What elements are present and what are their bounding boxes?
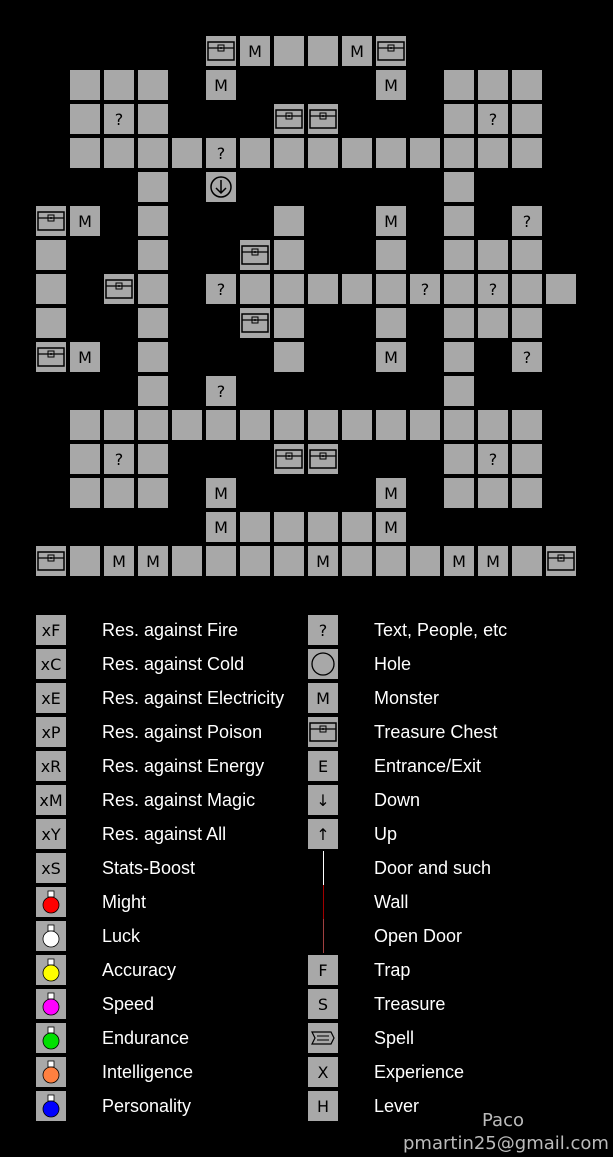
legend-label: Up xyxy=(374,824,398,844)
monster-cell: M xyxy=(375,477,407,509)
treasure-chest-cell xyxy=(205,35,237,67)
legend-label: Wall xyxy=(374,892,409,912)
floor-cell xyxy=(375,307,407,339)
floor-cell xyxy=(511,239,543,271)
floor-cell xyxy=(443,171,475,203)
info-cell: ? xyxy=(205,137,237,169)
floor-cell xyxy=(443,375,475,407)
floor-cell xyxy=(205,409,237,441)
symbol-icon: xS xyxy=(35,852,67,884)
monster-cell: M xyxy=(375,341,407,373)
symbol-icon: xM xyxy=(35,784,67,816)
treasure-chest-cell xyxy=(545,545,577,577)
floor-cell xyxy=(69,69,101,101)
legend-label: Res. against Cold xyxy=(102,654,245,674)
legend-label: Lever xyxy=(374,1096,420,1116)
legend-label: Entrance/Exit xyxy=(374,756,482,776)
symbol-icon: X xyxy=(307,1056,339,1088)
treasure-chest-cell xyxy=(239,307,271,339)
legend-label: Personality xyxy=(102,1096,192,1116)
symbol-icon: xE xyxy=(35,682,67,714)
monster-cell: M xyxy=(375,511,407,543)
floor-cell xyxy=(137,307,169,339)
floor-cell xyxy=(137,239,169,271)
floor-cell xyxy=(477,137,509,169)
info-cell: ? xyxy=(103,443,135,475)
symbol-icon: xY xyxy=(35,818,67,850)
legend-label: Experience xyxy=(374,1062,465,1082)
treasure-chest-cell xyxy=(35,205,67,237)
floor-cell xyxy=(171,409,203,441)
floor-cell xyxy=(137,205,169,237)
monster-cell: M xyxy=(477,545,509,577)
info-cell: ? xyxy=(205,375,237,407)
floor-cell xyxy=(69,103,101,135)
symbol-icon: xP xyxy=(35,716,67,748)
floor-cell xyxy=(137,375,169,407)
floor-cell xyxy=(69,137,101,169)
legend-label: Luck xyxy=(102,926,141,946)
floor-cell xyxy=(443,443,475,475)
floor-cell xyxy=(443,273,475,305)
spell-scroll-icon xyxy=(307,1022,339,1054)
hole-icon xyxy=(307,648,339,680)
floor-cell xyxy=(443,103,475,135)
line-icon xyxy=(307,852,339,884)
floor-cell xyxy=(137,103,169,135)
floor-cell xyxy=(273,341,305,373)
floor-cell xyxy=(103,137,135,169)
floor-cell xyxy=(443,477,475,509)
legend-label: Endurance xyxy=(102,1028,190,1048)
floor-cell xyxy=(545,273,577,305)
floor-cell xyxy=(273,307,305,339)
floor-cell xyxy=(103,409,135,441)
floor-cell xyxy=(375,239,407,271)
floor-cell xyxy=(341,409,373,441)
floor-cell xyxy=(137,273,169,305)
monster-cell: M xyxy=(341,35,373,67)
down-stairs-cell xyxy=(205,171,237,203)
legend-label: Monster xyxy=(374,688,440,708)
potion-icon xyxy=(35,920,67,952)
legend-label: Down xyxy=(374,790,421,810)
floor-cell xyxy=(511,103,543,135)
legend-label: Trap xyxy=(374,960,411,980)
floor-cell xyxy=(477,239,509,271)
floor-cell xyxy=(341,511,373,543)
symbol-icon: xC xyxy=(35,648,67,680)
floor-cell xyxy=(205,545,237,577)
info-cell: ? xyxy=(477,443,509,475)
info-cell: ? xyxy=(511,341,543,373)
floor-cell xyxy=(341,273,373,305)
line-icon xyxy=(307,886,339,918)
floor-cell xyxy=(273,239,305,271)
floor-cell xyxy=(341,545,373,577)
floor-cell xyxy=(273,137,305,169)
floor-cell xyxy=(69,545,101,577)
legend-label: Res. against Energy xyxy=(102,756,265,776)
floor-cell xyxy=(273,205,305,237)
floor-cell xyxy=(239,409,271,441)
treasure-chest-cell xyxy=(273,443,305,475)
floor-cell xyxy=(273,409,305,441)
treasure-chest-cell xyxy=(273,103,305,135)
floor-cell xyxy=(477,307,509,339)
floor-cell xyxy=(35,273,67,305)
treasure-chest-cell xyxy=(375,35,407,67)
floor-cell xyxy=(375,409,407,441)
symbol-icon: S xyxy=(307,988,339,1020)
info-cell: ? xyxy=(477,103,509,135)
floor-cell xyxy=(511,443,543,475)
treasure-chest-icon xyxy=(307,716,339,748)
legend-label: Treasure xyxy=(374,994,446,1014)
floor-cell xyxy=(443,307,475,339)
floor-cell xyxy=(443,239,475,271)
legend-label: Stats-Boost xyxy=(102,858,196,878)
floor-cell xyxy=(103,477,135,509)
floor-cell xyxy=(511,69,543,101)
legend-label: Might xyxy=(102,892,147,912)
floor-cell xyxy=(35,239,67,271)
floor-cell xyxy=(137,409,169,441)
symbol-icon: xR xyxy=(35,750,67,782)
legend-label: Res. against Magic xyxy=(102,790,256,810)
author-email: pmartin25@gmail.com xyxy=(403,1133,609,1154)
floor-cell xyxy=(171,545,203,577)
floor-cell xyxy=(511,273,543,305)
floor-cell xyxy=(477,409,509,441)
potion-icon xyxy=(35,1022,67,1054)
legend-label: Treasure Chest xyxy=(374,722,498,742)
legend-label: Speed xyxy=(102,994,155,1014)
floor-cell xyxy=(409,545,441,577)
floor-cell xyxy=(511,545,543,577)
legend-label: Intelligence xyxy=(102,1062,194,1082)
floor-cell xyxy=(69,409,101,441)
potion-icon xyxy=(35,954,67,986)
monster-cell: M xyxy=(69,341,101,373)
potion-icon xyxy=(35,1090,67,1122)
legend-label: Text, People, etc xyxy=(374,620,508,640)
treasure-chest-cell xyxy=(35,545,67,577)
floor-cell xyxy=(239,545,271,577)
floor-cell xyxy=(511,307,543,339)
symbol-icon: H xyxy=(307,1090,339,1122)
legend-label: Spell xyxy=(374,1028,415,1048)
floor-cell xyxy=(409,409,441,441)
monster-cell: M xyxy=(205,511,237,543)
monster-cell: M xyxy=(443,545,475,577)
legend-label: Res. against Fire xyxy=(102,620,239,640)
floor-cell xyxy=(137,443,169,475)
line-icon xyxy=(307,920,339,952)
monster-cell: M xyxy=(205,69,237,101)
monster-cell: M xyxy=(307,545,339,577)
floor-cell xyxy=(443,69,475,101)
monster-cell: M xyxy=(69,205,101,237)
legend-label: Accuracy xyxy=(102,960,177,980)
floor-cell xyxy=(69,443,101,475)
floor-cell xyxy=(239,273,271,305)
floor-cell xyxy=(307,409,339,441)
symbol-icon: ↓ xyxy=(307,784,339,816)
floor-cell xyxy=(69,477,101,509)
symbol-icon: E xyxy=(307,750,339,782)
floor-cell xyxy=(137,341,169,373)
treasure-chest-cell xyxy=(35,341,67,373)
info-cell: ? xyxy=(205,273,237,305)
symbol-icon: ? xyxy=(307,614,339,646)
symbol-icon: ↑ xyxy=(307,818,339,850)
floor-cell xyxy=(511,409,543,441)
legend-label: Res. against Poison xyxy=(102,722,263,742)
floor-cell xyxy=(443,205,475,237)
potion-icon xyxy=(35,886,67,918)
legend-label: Open Door xyxy=(374,926,463,946)
floor-cell xyxy=(137,137,169,169)
floor-cell xyxy=(137,477,169,509)
floor-cell xyxy=(273,35,305,67)
legend-label: Res. against All xyxy=(102,824,227,844)
floor-cell xyxy=(477,69,509,101)
author-name: Paco xyxy=(482,1110,524,1131)
treasure-chest-cell xyxy=(307,103,339,135)
floor-cell xyxy=(477,477,509,509)
floor-cell xyxy=(511,137,543,169)
floor-cell xyxy=(409,137,441,169)
info-cell: ? xyxy=(511,205,543,237)
floor-cell xyxy=(307,35,339,67)
symbol-icon: M xyxy=(307,682,339,714)
legend-label: Hole xyxy=(374,654,412,674)
monster-cell: M xyxy=(375,205,407,237)
floor-cell xyxy=(443,137,475,169)
legend-label: Res. against Electricity xyxy=(102,688,285,708)
symbol-icon: F xyxy=(307,954,339,986)
floor-cell xyxy=(443,409,475,441)
legend-label: Door and such xyxy=(374,858,492,878)
floor-cell xyxy=(443,341,475,373)
treasure-chest-cell xyxy=(103,273,135,305)
floor-cell xyxy=(239,137,271,169)
monster-cell: M xyxy=(375,69,407,101)
floor-cell xyxy=(307,511,339,543)
floor-cell xyxy=(375,273,407,305)
info-cell: ? xyxy=(103,103,135,135)
monster-cell: M xyxy=(103,545,135,577)
floor-cell xyxy=(103,69,135,101)
potion-icon xyxy=(35,1056,67,1088)
floor-cell xyxy=(273,511,305,543)
floor-cell xyxy=(341,137,373,169)
floor-cell xyxy=(239,511,271,543)
floor-cell xyxy=(273,545,305,577)
floor-cell xyxy=(137,69,169,101)
potion-icon xyxy=(35,988,67,1020)
symbol-icon: xF xyxy=(35,614,67,646)
monster-cell: M xyxy=(137,545,169,577)
info-cell: ? xyxy=(477,273,509,305)
monster-cell: M xyxy=(205,477,237,509)
floor-cell xyxy=(171,137,203,169)
floor-cell xyxy=(273,273,305,305)
treasure-chest-cell xyxy=(239,239,271,271)
floor-cell xyxy=(375,545,407,577)
floor-cell xyxy=(35,307,67,339)
floor-cell xyxy=(375,137,407,169)
info-cell: ? xyxy=(409,273,441,305)
floor-cell xyxy=(307,273,339,305)
monster-cell: M xyxy=(239,35,271,67)
floor-cell xyxy=(511,477,543,509)
floor-cell xyxy=(137,171,169,203)
floor-cell xyxy=(307,137,339,169)
treasure-chest-cell xyxy=(307,443,339,475)
